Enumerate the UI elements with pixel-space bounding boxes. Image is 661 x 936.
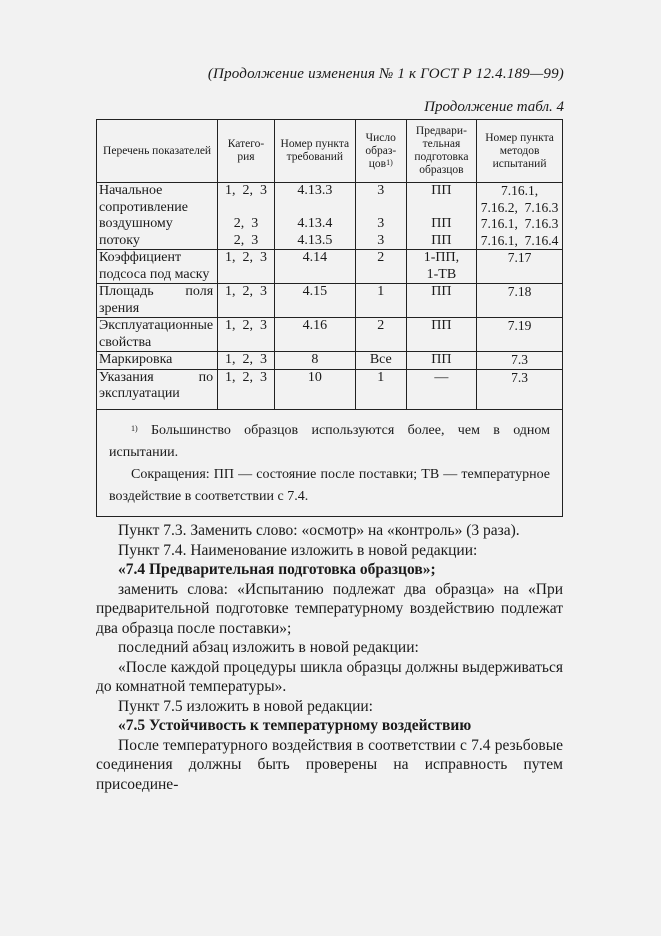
- section-heading: «7.4 Предварительная подготовка образцов»;: [118, 561, 436, 578]
- table-footnote-row: [97, 409, 563, 516]
- cell-indicator: Коэффициент подсоса под маску: [97, 250, 218, 284]
- table-header-row: [97, 120, 563, 183]
- paragraph: После температурного воздействия в соответствии с 7.4 резьбовые соединения должны быть проверены на исправность путем присоедине-: [96, 736, 563, 793]
- cell-indicator: Площадь поля зрения: [97, 284, 218, 318]
- cell-samples: 2: [355, 318, 406, 352]
- cell-category: 1, 2, 3: [218, 318, 275, 352]
- cell-samples: 3 3 3: [355, 183, 406, 250]
- col-header-indicators: Перечень показателей: [97, 120, 218, 183]
- cell-category: 1, 2, 3: [218, 369, 275, 409]
- running-title: (Продолжение изменения № 1 к ГОСТ Р 12.4.189—99): [207, 66, 564, 82]
- col-header-samples-text: Число образ-цов: [365, 131, 397, 170]
- cell-samples: 1: [355, 369, 406, 409]
- paragraph: Пункт 7.5 изложить в новой редакции:: [118, 697, 373, 715]
- cell-test-clause: 7.16.1, 7.16.2, 7.16.3 7.16.1, 7.16.3 7.16.1, 7.16.4: [477, 183, 563, 250]
- cell-indicator: Указания по эксплуатации: [97, 369, 218, 409]
- table-continuation-label: Продолжение табл. 4: [424, 99, 564, 115]
- cell-preparation: ПП: [406, 318, 476, 352]
- table-footnote: [109, 420, 550, 464]
- cell-preparation: ПП: [406, 284, 476, 318]
- cell-test-clause: 7.17: [477, 250, 563, 284]
- paragraph: «После каждой процедуры шикла образцы должны выдерживаться до комнатной температуры».: [96, 658, 563, 695]
- table-row: [97, 284, 563, 318]
- col-header-samples: [355, 120, 406, 183]
- cell-indicator: Эксплуатационные свойства: [97, 318, 218, 352]
- table-row: [97, 352, 563, 370]
- cell-test-clause: 7.18: [477, 284, 563, 318]
- table-row: [97, 369, 563, 409]
- cell-test-clause: 7.3: [477, 352, 563, 370]
- cell-preparation: ПП: [406, 352, 476, 370]
- section-heading: «7.5 Устойчивость к температурному воздействию: [118, 717, 472, 734]
- cell-samples: 2: [355, 250, 406, 284]
- cell-req-clause: 4.16: [274, 318, 355, 352]
- table-row: [97, 250, 563, 284]
- col-header-footnote-mark: 1): [386, 157, 393, 167]
- cell-preparation: ПП ПП ПП: [406, 183, 476, 250]
- cell-req-clause: 4.14: [274, 250, 355, 284]
- col-header-preparation: Предвари-тельная подготовка образцов: [406, 120, 476, 183]
- cell-samples: Все: [355, 352, 406, 370]
- cell-category: 1, 2, 3: [218, 284, 275, 318]
- paragraph: Пункт 7.4. Наименование изложить в новой редакции:: [118, 541, 478, 559]
- col-header-req-clause: Номер пункта требований: [274, 120, 355, 183]
- table-footnote-cell: [97, 409, 563, 516]
- cell-category: 1, 2, 3: [218, 352, 275, 370]
- paragraph: Пункт 7.3. Заменить слово: «осмотр» на «контроль» (3 раза).: [118, 522, 520, 539]
- cell-category: 1, 2, 3: [218, 250, 275, 284]
- col-header-test-clause: Номер пункта методов испытаний: [477, 120, 563, 183]
- cell-test-clause: 7.19: [477, 318, 563, 352]
- cell-req-clause: 8: [274, 352, 355, 370]
- paragraph: последний абзац изложить в новой редакции:: [118, 639, 419, 656]
- cell-samples: 1: [355, 284, 406, 318]
- table-row: [97, 183, 563, 250]
- footnote-mark: 1): [131, 423, 138, 433]
- cell-indicator: Маркировка: [97, 352, 218, 370]
- cell-indicator: Начальное сопротивление воздушному потоку: [97, 183, 218, 250]
- table-row: [97, 318, 563, 352]
- cell-preparation: 1-ПП, 1-ТВ: [406, 250, 476, 284]
- cell-preparation: —: [406, 369, 476, 409]
- amendment-text: [96, 521, 563, 794]
- col-header-category: Катего-рия: [218, 120, 275, 183]
- table-abbreviations: Сокращения: ПП — состояние после поставки; ТВ — температурное воздействие в соответствии с 7.4.: [109, 466, 550, 504]
- paragraph: заменить слова: «Испытанию подлежат два образца» на «При предварительной подготовке температурному воздействию подлежат два образца после поставки»;: [96, 580, 563, 637]
- cell-req-clause: 4.13.3 4.13.4 4.13.5: [274, 183, 355, 250]
- indicators-table: [96, 119, 563, 517]
- cell-test-clause: 7.3: [477, 369, 563, 409]
- footnote-text: Большинство образцов используются более, чем в одном испытании.: [109, 422, 550, 460]
- cell-req-clause: 10: [274, 369, 355, 409]
- cell-req-clause: 4.15: [274, 284, 355, 318]
- cell-category: 1, 2, 3 2, 3 2, 3: [218, 183, 275, 250]
